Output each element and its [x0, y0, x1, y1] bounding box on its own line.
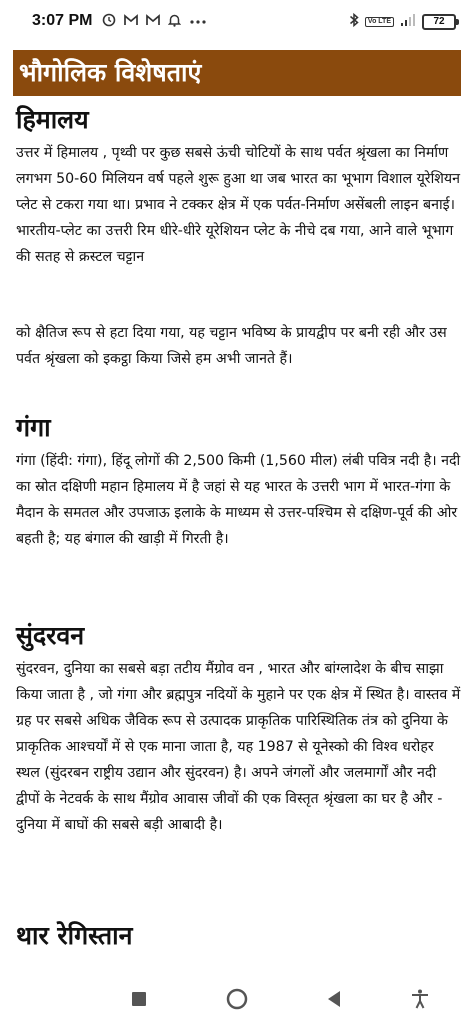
home-circle-icon[interactable]: [225, 987, 249, 1011]
bluetooth-icon: [349, 12, 359, 31]
gmail-icon: [124, 14, 138, 29]
back-triangle-icon[interactable]: [322, 987, 346, 1011]
section-heading-himalaya: हिमालय: [16, 105, 89, 134]
notification-icons: [102, 13, 207, 30]
article-content[interactable]: [0, 42, 474, 970]
navigation-bar: [0, 970, 474, 1027]
recents-square-icon[interactable]: [127, 987, 151, 1011]
page-title-banner: भौगोलिक विशेषताएं: [13, 50, 461, 96]
accessibility-icon[interactable]: [408, 987, 432, 1011]
bell-icon: [168, 13, 181, 30]
section-heading-thar: थार रेगिस्तान: [16, 921, 133, 950]
section-heading-ganga: गंगा: [16, 413, 51, 442]
section-paragraph-sundarban: सुंदरवन, दुनिया का सबसे बड़ा तटीय मैंग्रोव वन , भारत और बांग्लादेश के बीच साझा किया जाता है , जो गंगा और ब्रह्मपुत्र नदियों के मुहाने पर एक क्षेत्र में स्थित है। वास्तव में ग्रह पर सबसे अधिक जैविक रूप से उत्पादक प्राकृतिक पारिस्थितिक तंत्र को दुनिया के प्राकृतिक आश्चर्यों में से एक माना जाता है, यह 1987 से यूनेस्को की विश्व धरोहर स्थल (सुंदरबन राष्ट्रीय उद्यान और सुंदरवन) है। अपने जंगलों और जलमार्गों और नदी द्वीपों के नेटवर्क के साथ मैंग्रोव आवास जीवों की एक विस्तृत श्रृंखला का घर है और - दुनिया में बाघों की सबसे बड़ी आबादी है।: [16, 661, 461, 833]
section-paragraph-himalaya-2: को क्षैतिज रूप से हटा दिया गया, यह चट्टान भविष्य के प्रायद्वीप पर बनी रही और उस पर्वत श्रृंखला को इकट्ठा किया जिसे हम अभी जानते हैं।: [16, 325, 447, 367]
more-dots-icon: [189, 14, 207, 28]
volte-icon: Vo LTE: [365, 17, 394, 27]
gmail-icon: [146, 14, 160, 29]
section-heading-sundarban: सुंदरवन: [16, 621, 85, 650]
status-time: 3:07 PM: [32, 12, 93, 29]
section-paragraph-himalaya-1: उत्तर में हिमालय , पृथ्वी पर कुछ सबसे ऊंची चोटियों के साथ पर्वत श्रृंखला का निर्माण लगभग 50-60 मिलियन वर्ष पहले शुरू हुआ था जब भारत का भूभाग विशाल यूरेशियन प्लेट से टकरा गया था। प्रभाव ने टक्कर क्षेत्र में एक पर्वत-निर्माण असेंबली लाइन बनाई। भारतीय-प्लेट का उत्तरी रिम धीरे-धीरे यूरेशियन प्लेट के नीचे दब गया, आने वाले भूभाग की सतह से क्रस्टल चट्टान: [16, 145, 461, 265]
section-paragraph-ganga: गंगा (हिंदी: गंगा), हिंदू लोगों की 2,500 किमी (1,560 मील) लंबी पवित्र नदी है। नदी का स्रोत दक्षिणी महान हिमालय में है जहां से यह भारत के उत्तरी भाग में भारत-गंगा के मैदान के समतल और उपजाऊ इलाके के माध्यम से उत्तर-पश्चिम से दक्षिण-पूर्व की ओर बहती है; यह बंगाल की खाड़ी में गिरती है।: [16, 453, 461, 547]
status-bar: [0, 0, 474, 42]
clock-icon: [102, 13, 116, 30]
system-indicators: [349, 12, 456, 31]
signal-icon: [400, 13, 416, 30]
battery-indicator: 72: [422, 14, 456, 30]
